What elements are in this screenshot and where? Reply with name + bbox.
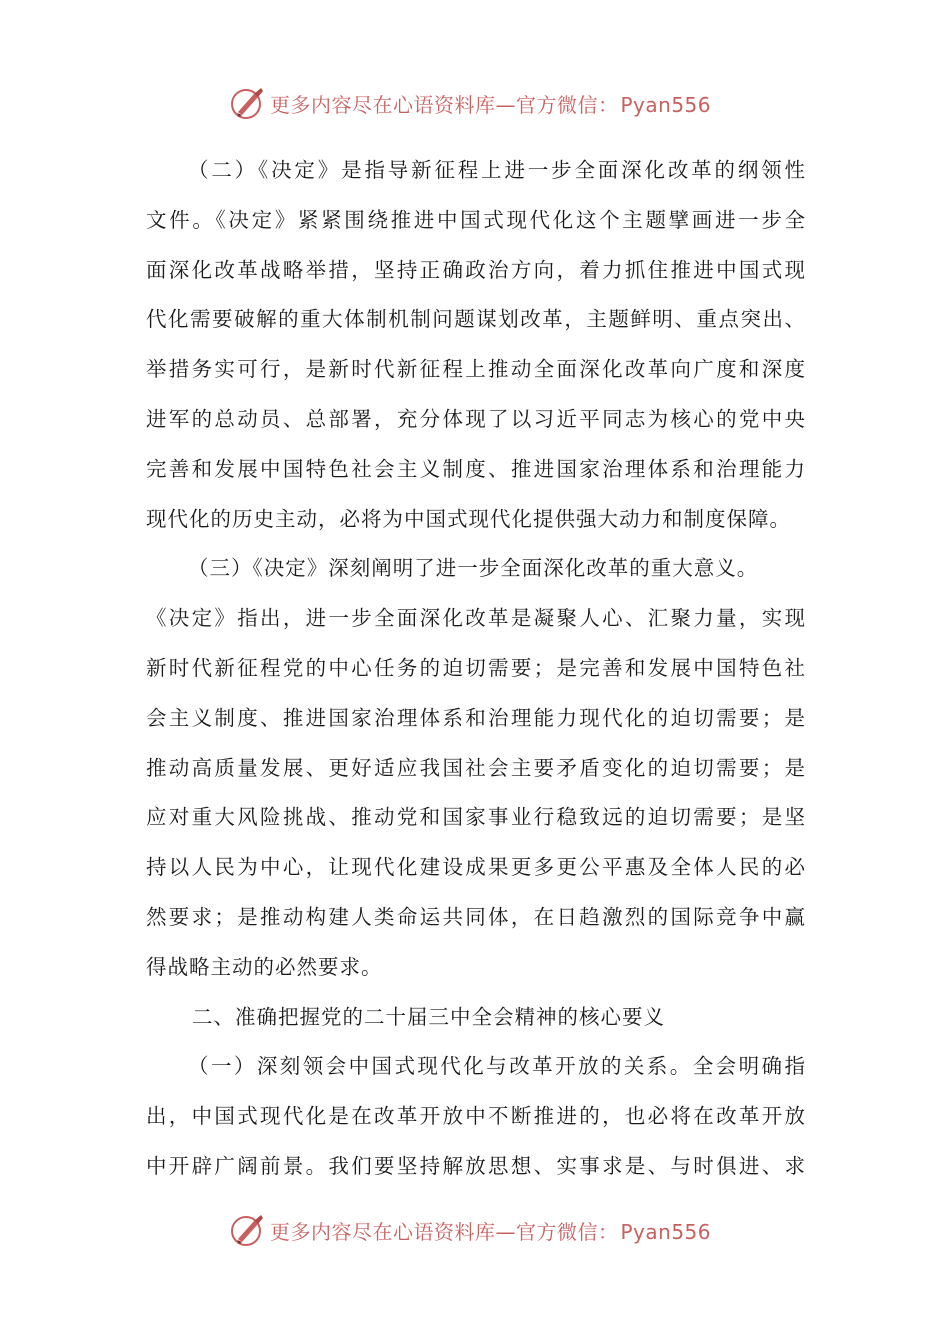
document-body (146, 150, 806, 1196)
pen-logo-icon (228, 1211, 266, 1249)
paragraph-2 (146, 150, 806, 548)
text-line: 现代化的历史主动，必将为中国式现代化提供强大动力和制度保障。 (146, 506, 791, 531)
text-line: 举措务实可行，是新时代新征程上推动全面深化改革向广度和深度 (146, 357, 806, 382)
text-line: 中开辟广阔前景。我们要坚持解放思想、实事求是、与时俱进、求 (146, 1153, 806, 1178)
banner-text (270, 89, 711, 118)
text-line: 完善和发展中国特色社会主义制度、推进国家治理体系和治理能力 (146, 456, 806, 481)
text-line: 持以人民为中心，让现代化建设成果更多更公平惠及全体人民的必 (146, 855, 806, 880)
text-line: 代化需要破解的重大体制机制问题谋划改革，主题鲜明、重点突出、 (146, 307, 806, 332)
banner-handle: Pyan556 (620, 1219, 712, 1244)
banner-label: 更多内容尽在心语资料库—官方微信： (270, 1219, 619, 1244)
footer-banner (228, 1210, 748, 1250)
section-heading-text: 二、准确把握党的二十届三中全会精神的核心要义 (192, 1004, 665, 1029)
paragraph-3 (146, 548, 806, 996)
text-line: 然要求；是推动构建人类命运共同体，在日趋激烈的国际竞争中赢 (146, 904, 806, 929)
text-line: 进军的总动员、总部署，充分体现了以习近平同志为核心的党中央 (146, 406, 806, 431)
text-line: 出，中国式现代化是在改革开放中不断推进的，也必将在改革开放 (146, 1104, 806, 1129)
text-line: 面深化改革战略举措，坚持正确政治方向，着力抓住推进中国式现 (146, 257, 806, 282)
text-line: （三）《决定》深刻阐明了进一步全面深化改革的重大意义。 (188, 556, 759, 581)
text-line: 得战略主动的必然要求。 (146, 954, 383, 979)
text-line: 《决定》指出，进一步全面深化改革是凝聚人心、汇聚力量，实现 (146, 606, 806, 631)
pen-logo-icon (228, 84, 266, 122)
text-line: 推动高质量发展、更好适应我国社会主要矛盾变化的迫切需要；是 (146, 755, 806, 780)
text-line: （二）《决定》是指导新征程上进一步全面深化改革的纲领性 (188, 158, 806, 182)
paragraph-1 (146, 1046, 806, 1195)
text-line: （一）深刻领会中国式现代化与改革开放的关系。全会明确指 (188, 1054, 806, 1079)
header-banner (228, 83, 748, 123)
banner-label: 更多内容尽在心语资料库—官方微信： (270, 92, 619, 117)
banner-text (270, 1216, 711, 1245)
section-heading (146, 997, 806, 1047)
text-line: 新时代新征程党的中心任务的迫切需要；是完善和发展中国特色社 (146, 655, 806, 680)
text-line: 会主义制度、推进国家治理体系和治理能力现代化的迫切需要；是 (146, 705, 806, 730)
banner-handle: Pyan556 (620, 92, 712, 117)
text-line: 应对重大风险挑战、推动党和国家事业行稳致远的迫切需要；是坚 (146, 805, 806, 830)
text-line: 文件。《决定》紧紧围绕推进中国式现代化这个主题擘画进一步全 (146, 207, 806, 232)
